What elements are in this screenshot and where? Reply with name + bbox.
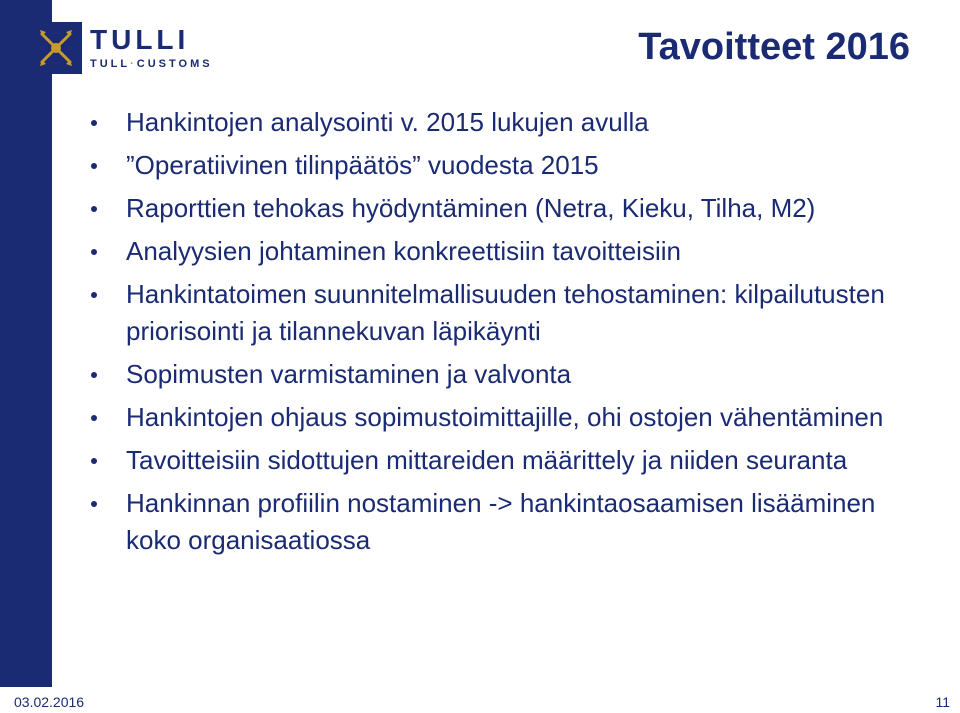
bullet-item: Hankintatoimen suunnitelmallisuuden tehostaminen: kilpailutusten priorisointi ja tilannekuvan läpikäynti xyxy=(126,276,916,350)
footer-date: 03.02.2016 xyxy=(14,694,85,710)
left-brand-bar xyxy=(0,0,52,687)
bullet-item: Hankintojen analysointi v. 2015 lukujen avulla xyxy=(126,104,916,141)
logo-wordmark: TULLI xyxy=(90,24,190,55)
slide-title: Tavoitteet 2016 xyxy=(638,26,910,68)
customs-emblem-icon xyxy=(30,22,82,74)
page-number: 11 xyxy=(935,694,950,710)
bullet-item: Sopimusten varmistaminen ja valvonta xyxy=(126,356,916,393)
bullet-item: Hankinnan profiilin nostaminen -> hankintaosaamisen lisääminen koko organisaatiossa xyxy=(126,485,916,559)
bullet-item: Hankintojen ohjaus sopimustoimittajille, ohi ostojen vähentäminen xyxy=(126,399,916,436)
logo-tagline-dot: · xyxy=(130,58,137,70)
bullet-item: Raporttien tehokas hyödyntäminen (Netra, Kieku, Tilha, M2) xyxy=(126,190,916,227)
logo-tagline-customs: CUSTOMS xyxy=(136,58,213,70)
logo-text xyxy=(90,25,213,71)
logo-tagline xyxy=(90,57,213,71)
logo-tagline-tull: TULL xyxy=(90,58,131,70)
bullet-item: Tavoitteisiin sidottujen mittareiden määrittely ja niiden seuranta xyxy=(126,442,916,479)
bullet-item: Analyysien johtaminen konkreettisiin tavoitteisiin xyxy=(126,233,916,270)
tulli-logo xyxy=(30,20,270,76)
bullet-list xyxy=(126,104,916,565)
bullet-item: ”Operatiivinen tilinpäätös” vuodesta 2015 xyxy=(126,147,916,184)
